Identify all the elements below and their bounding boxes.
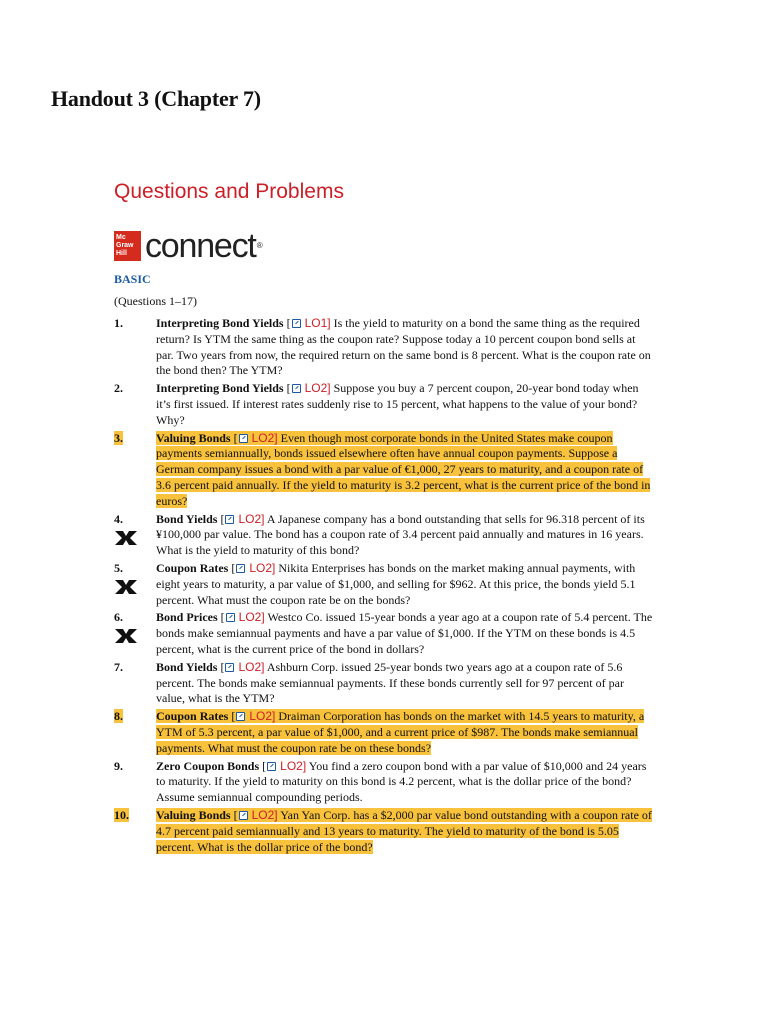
- problem-text: Valuing Bonds [ LO2] Even though most corporate bonds in the United States make coupon payments semiannually, bonds issued elsewhere often have annual coupon payments. Suppose a German company issues a bond with a par value of €1,000, 27 years to maturity, and a coupon rate of 3.6 percent paid annually. If the yield to maturity is 3.2 percent, what is the current price of the bond in euros?: [156, 430, 651, 508]
- problem-number: 7.: [114, 659, 123, 674]
- external-link-icon[interactable]: [239, 434, 248, 443]
- learning-objective-link[interactable]: LO2]: [304, 381, 331, 396]
- problem-item: [114, 561, 654, 608]
- question-range: (Questions 1–17): [114, 294, 197, 308]
- learning-objective-link[interactable]: LO2]: [249, 709, 276, 724]
- problem-text: Valuing Bonds [ LO2] Yan Yan Corp. has a $2,000 par value bond outstanding with a coupon rate of 4.7 percent paid semiannually and 13 years to maturity. The yield to maturity of the bond is 5.05 percent. What is the dollar price of the bond?: [156, 807, 652, 854]
- external-link-icon[interactable]: [226, 613, 235, 622]
- connect-logo: [114, 227, 262, 265]
- problem-body: Westco Co. issued 15-year bonds a year ago at a coupon rate of 5.4 percent. The bonds make semiannual payments and have a par value of $1,000. If the YTM on these bonds is 4.5 percent, what is the current price of the bond in dollars?: [156, 610, 653, 656]
- problem-body: Even though most corporate bonds in the United States make coupon payments semiannually, bonds issued elsewhere often have annual coupon payments. Suppose a German company issues a bond with a par value of €1,000, 27 years to maturity, and a coupon rate of 3.6 percent paid annually. If the yield to maturity is 3.2 percent, what is the current price of the bond in euros?: [156, 430, 651, 508]
- learning-objective-link[interactable]: LO2]: [238, 610, 265, 625]
- problem-title: Coupon Rates: [156, 560, 229, 575]
- problem-number: 6.: [114, 610, 123, 625]
- problem-text: Bond Prices [ LO2] Westco Co. issued 15-year bonds a year ago at a coupon rate of 5.4 percent. The bonds make semiannual payments and have a par value of $1,000. If the YTM on these bonds is 4.5 percent, what is the current price of the bond in dollars?: [156, 610, 653, 656]
- problem-text: Zero Coupon Bonds [ LO2] You find a zero coupon bond with a par value of $10,000 and 24 years to maturity. If the yield to maturity on this bond is 4.2 percent, what is the dollar price of the bond? Assume semiannual compounding periods.: [156, 758, 647, 805]
- external-link-icon[interactable]: [267, 762, 276, 771]
- problem-title: Bond Prices: [156, 610, 218, 625]
- problem-title: Valuing Bonds: [156, 430, 231, 445]
- external-link-icon[interactable]: [236, 712, 245, 721]
- external-link-icon[interactable]: [225, 515, 234, 524]
- external-link-icon[interactable]: [292, 384, 301, 393]
- problem-title: Interpreting Bond Yields: [156, 316, 284, 330]
- problem-item: [114, 610, 654, 657]
- learning-objective-link[interactable]: LO2]: [280, 758, 307, 773]
- section-title: Questions and Problems: [114, 180, 344, 203]
- problem-number: 5.: [114, 560, 123, 575]
- problem-item: [114, 759, 654, 806]
- external-link-icon[interactable]: [236, 564, 245, 573]
- mcgraw-hill-logo: Mc Graw Hill: [114, 231, 141, 261]
- problem-item: [114, 381, 654, 428]
- problem-number: 9.: [114, 758, 123, 773]
- learning-objective-link[interactable]: LO2]: [238, 511, 265, 526]
- problem-text: Bond Yields [ LO2] Ashburn Corp. issued 25-year bonds two years ago at a coupon rate of 5.6 percent. The bonds make semiannual payments. If these bonds currently sell for 97 percent of par value, what is the YTM?: [156, 659, 624, 706]
- problem-body: Is the yield to maturity on a bond the same thing as the required return? Is YTM the same thing as the coupon rate? Suppose today a 10 percent coupon bond sells at par. Two years from now, the required return on the same bond is 8 percent. What is the coupon rate on the bond then? The YTM?: [156, 316, 651, 378]
- problem-body: Nikita Enterprises has bonds on the market making annual payments, with eight years to maturity, a par value of $1,000, and selling for $962. At this price, the bonds yield 5.1 percent. What must the coupon rate be on the bonds?: [156, 560, 636, 607]
- problem-number: 3.: [114, 430, 123, 445]
- problem-text: Coupon Rates [ LO2] Draiman Corporation has bonds on the market with 14.5 years to maturity, a YTM of 5.3 percent, a par value of $1,000, and a current price of $987. The bonds make semiannual payments. What must the coupon rate be on these bonds?: [156, 709, 645, 755]
- problem-body: Yan Yan Corp. has a $2,000 par value bond outstanding with a coupon rate of 4.7 percent paid semiannually and 13 years to maturity. The yield to maturity of the bond is 5.05 percent. What is the dollar price of the bond?: [156, 807, 652, 854]
- basic-label: BASIC: [114, 272, 151, 286]
- external-link-icon[interactable]: [225, 663, 234, 672]
- problem-number: 8.: [114, 709, 123, 724]
- problem-body: Draiman Corporation has bonds on the market with 14.5 years to maturity, a YTM of 5.3 percent, a par value of $1,000, and a current price of $987. The bonds make semiannual payments. What must the coupon rate be on these bonds?: [156, 709, 645, 755]
- learning-objective-link[interactable]: LO2]: [249, 560, 276, 575]
- connect-wordmark: connect®: [145, 227, 262, 265]
- problem-text: Interpreting Bond Yields [ LO1] Is the yield to maturity on a bond the same thing as the required return? Is YTM the same thing as the coupon rate? Suppose today a 10 percent coupon bond sells at par. Two years from now, the required return on the same bond is 8 percent. What is the coupon rate on the bond then? The YTM?: [156, 316, 651, 378]
- problem-number: 10.: [114, 807, 129, 822]
- excel-x-icon[interactable]: [114, 627, 138, 645]
- problem-body: A Japanese company has a bond outstanding that sells for 96.318 percent of its ¥100,000 par value. The bond has a coupon rate of 3.4 percent paid annually and matures in 16 years. What is the yield to maturity of this bond?: [156, 511, 645, 558]
- problem-number: 2.: [114, 381, 123, 396]
- problem-item: [114, 660, 654, 707]
- problem-title: Zero Coupon Bonds: [156, 758, 260, 773]
- problem-text: Bond Yields [ LO2] A Japanese company has a bond outstanding that sells for 96.318 percent of its ¥100,000 par value. The bond has a coupon rate of 3.4 percent paid annually and matures in 16 years. What is the yield to maturity of this bond?: [156, 511, 645, 558]
- problem-body: Suppose you buy a 7 percent coupon, 20-year bond today when it’s first issued. If interest rates suddenly rise to 15 percent, what happens to the value of your bond? Why?: [156, 381, 639, 427]
- learning-objective-link[interactable]: LO1]: [304, 316, 331, 330]
- problem-title: Valuing Bonds: [156, 807, 231, 822]
- problem-item: [114, 512, 654, 559]
- problem-title: Coupon Rates: [156, 709, 229, 724]
- problem-item: [114, 808, 654, 855]
- problem-body: Ashburn Corp. issued 25-year bonds two years ago at a coupon rate of 5.6 percent. The bonds make semiannual payments. If these bonds currently sell for 97 percent of par value, what is the YTM?: [156, 659, 624, 706]
- problem-title: Bond Yields: [156, 511, 218, 526]
- problem-body: You find a zero coupon bond with a par value of $10,000 and 24 years to maturity. If the yield to maturity on this bond is 4.2 percent, what is the dollar price of the bond? Assume semiannual compounding periods.: [156, 758, 647, 805]
- excel-x-icon[interactable]: [114, 529, 138, 547]
- problem-number: 1.: [114, 316, 123, 330]
- learning-objective-link[interactable]: LO2]: [251, 430, 278, 445]
- problem-title: Interpreting Bond Yields: [156, 381, 284, 396]
- problem-text: Interpreting Bond Yields [ LO2] Suppose you buy a 7 percent coupon, 20-year bond today when it’s first issued. If interest rates suddenly rise to 15 percent, what happens to the value of your bond? Why?: [156, 381, 639, 427]
- external-link-icon[interactable]: [239, 811, 248, 820]
- problem-text: Coupon Rates [ LO2] Nikita Enterprises has bonds on the market making annual payments, with eight years to maturity, a par value of $1,000, and selling for $962. At this price, the bonds yield 5.1 percent. What must the coupon rate be on the bonds?: [156, 560, 636, 607]
- learning-objective-link[interactable]: LO2]: [238, 659, 265, 674]
- external-link-icon[interactable]: [292, 319, 301, 328]
- problem-item: [114, 316, 654, 379]
- problem-number: 4.: [114, 511, 123, 526]
- problem-list: [114, 316, 654, 857]
- problem-title: Bond Yields: [156, 659, 218, 674]
- excel-x-icon[interactable]: [114, 578, 138, 596]
- learning-objective-link[interactable]: LO2]: [251, 807, 278, 822]
- problem-item: [114, 709, 654, 756]
- problem-item: [114, 431, 654, 510]
- page-title: Handout 3 (Chapter 7): [51, 86, 261, 111]
